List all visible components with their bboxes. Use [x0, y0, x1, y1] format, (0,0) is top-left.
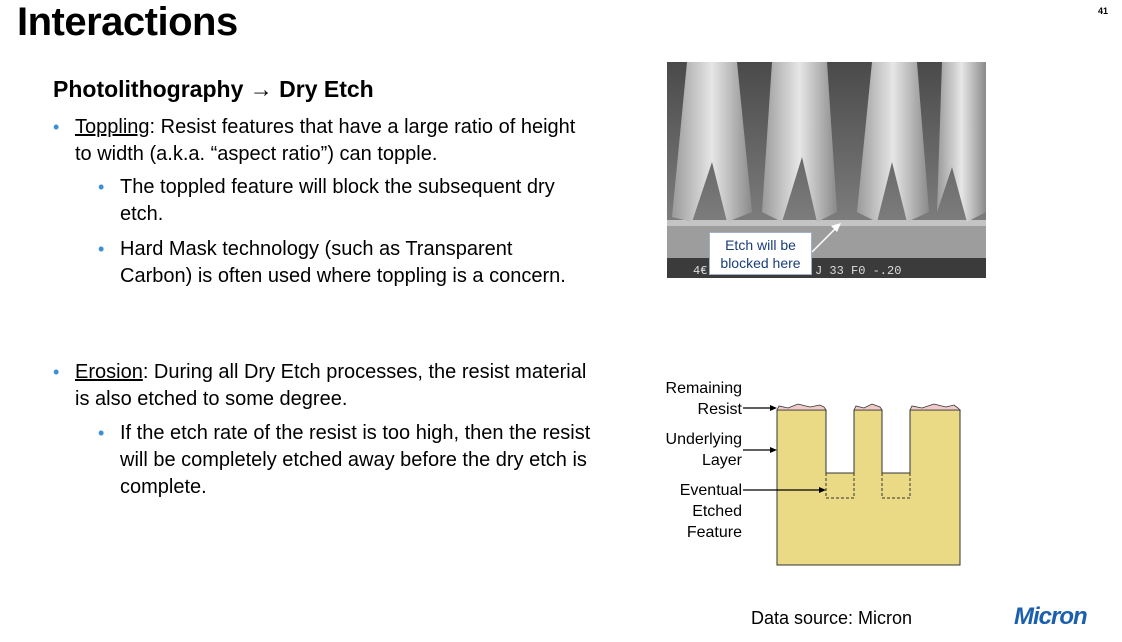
erosion-text: : During all Dry Etch processes, the resist material is also etched to some degree. — [75, 361, 587, 410]
resist-segment-2 — [854, 404, 882, 410]
remaining-resist-label-line-1: Remaining — [665, 380, 742, 397]
erosion-bullet — [53, 359, 595, 413]
callout-line-1: Etch will be — [725, 237, 796, 253]
toppling-bullet — [53, 114, 595, 168]
etched-feature-label-line-1: Eventual — [679, 482, 742, 499]
etched-feature-label-line-2: Etched — [692, 503, 742, 520]
toppling-sub-bullet-1 — [98, 174, 590, 228]
toppling-sub-text-1: The toppled feature will block the subsequent dry etch. — [120, 176, 555, 225]
toppling-sub-bullet-2 — [98, 236, 580, 290]
section-subtitle: Photolithography → Dry Etch — [53, 76, 374, 102]
trench-1 — [826, 409, 854, 473]
bullet-dot: • — [98, 177, 105, 197]
micron-logo: Micron — [1014, 603, 1087, 630]
callout-line-2: blocked here — [720, 255, 801, 271]
erosion-sub-bullet-1 — [98, 420, 610, 501]
data-source: Data source: Micron — [751, 608, 913, 628]
underlying-layer-arrowhead — [770, 447, 777, 453]
sem-caption-right: J 33 F0 -.20 — [815, 264, 902, 278]
toppling-sub-text-2: Hard Mask technology (such as Transparent Carbon) is often used where toppling is a concern. — [120, 238, 566, 287]
remaining-resist-arrowhead — [770, 405, 777, 411]
etched-feature-label — [620, 480, 742, 543]
toppling-term: Toppling — [75, 116, 150, 138]
sem-caption-left: 4€ — [693, 264, 708, 278]
page-title: Interactions — [17, 0, 238, 44]
etch-blocked-callout — [709, 232, 812, 275]
bullet-dot: • — [98, 239, 105, 259]
bullet-dot: • — [98, 423, 105, 443]
remaining-resist-label-line-2: Resist — [697, 401, 742, 418]
underlying-layer-label-line-1: Underlying — [665, 431, 742, 448]
remaining-resist-label — [620, 378, 742, 420]
toppling-text: : Resist features that have a large ratio of height to width (a.k.a. “aspect ratio”) can topple. — [75, 116, 576, 165]
erosion-sub-text-1: If the etch rate of the resist is too high, then the resist will be completely etched away before the dry etch is complete. — [120, 422, 591, 498]
trench-2 — [882, 409, 910, 473]
resist-segment-3 — [910, 404, 960, 410]
bullet-dot: • — [53, 362, 60, 382]
underlying-layer-label — [620, 429, 742, 471]
slide-number: 41 — [1098, 6, 1109, 16]
underlying-layer-block — [777, 410, 960, 565]
erosion-term: Erosion — [75, 361, 143, 383]
bullet-dot: • — [53, 117, 60, 137]
underlying-layer-label-line-2: Layer — [701, 452, 742, 469]
etched-feature-label-line-3: Feature — [686, 524, 742, 541]
resist-segment-1 — [777, 404, 826, 410]
